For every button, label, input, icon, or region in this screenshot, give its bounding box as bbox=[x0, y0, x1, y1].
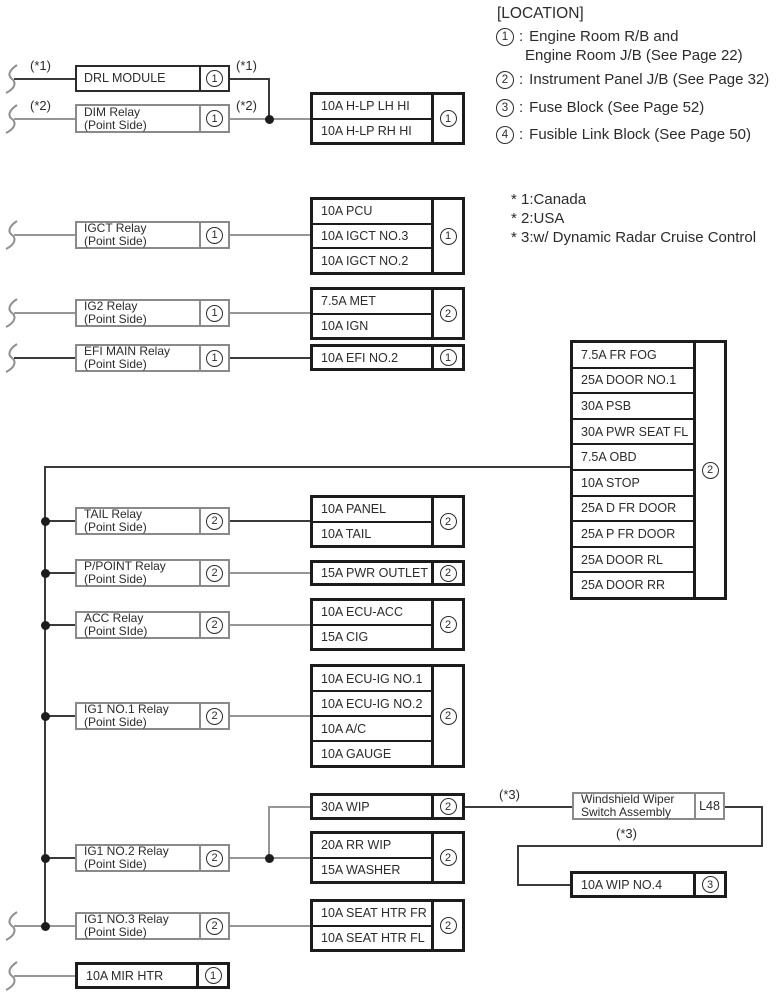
legend-text: Engine Room R/B and bbox=[529, 28, 679, 45]
legend-item bbox=[496, 28, 678, 46]
relay-box-ig2 bbox=[75, 299, 230, 327]
legend-item bbox=[496, 126, 751, 144]
location-badge: 2 bbox=[440, 513, 457, 530]
fuse-label: 30A WIP bbox=[321, 799, 370, 814]
fuse-label: 25A DOOR RL bbox=[581, 552, 663, 567]
fuse-label: 10A IGN bbox=[321, 318, 369, 333]
wire bbox=[761, 806, 763, 847]
relay-sublabel: (Point Side) bbox=[84, 117, 147, 132]
relay-label: P/POINT Relay bbox=[84, 559, 166, 573]
legend-separator: : bbox=[519, 28, 524, 45]
fuse-label: 10A GAUGE bbox=[321, 746, 392, 761]
relay-label: TAIL Relay bbox=[84, 507, 143, 521]
location-badge: 2 bbox=[206, 513, 223, 530]
fuse-label: 7.5A MET bbox=[321, 294, 376, 309]
fuse-block-ecu-ig bbox=[310, 664, 465, 768]
location-badge: 2 bbox=[206, 918, 223, 935]
fuse-block-pwr-outlet bbox=[310, 560, 465, 586]
wire bbox=[14, 234, 75, 236]
fuse-label: 10A ECU-IG NO.1 bbox=[321, 671, 423, 686]
fuse-block-rr-wip-washer bbox=[310, 831, 465, 884]
fuse-label: 10A SEAT HTR FL bbox=[321, 930, 425, 945]
wire bbox=[228, 572, 310, 574]
junction-dot bbox=[41, 517, 50, 526]
legend-item bbox=[496, 99, 704, 117]
fuse-label: 20A RR WIP bbox=[321, 838, 392, 853]
location-badge: 1 bbox=[206, 110, 223, 127]
relay-sublabel: (Point Side) bbox=[84, 312, 147, 326]
relay-label: IG1 NO.1 Relay bbox=[84, 702, 169, 716]
junction-dot bbox=[41, 712, 50, 721]
fuse-label: 15A WASHER bbox=[321, 862, 401, 877]
fuse-label: 10A PCU bbox=[321, 204, 373, 219]
relay-label: EFI MAIN Relay bbox=[84, 344, 171, 358]
fuse-block-panel-tail bbox=[310, 495, 465, 548]
legend-title: [LOCATION] bbox=[497, 5, 584, 22]
legend-item bbox=[496, 71, 769, 89]
relay-box-drl-module bbox=[75, 65, 230, 92]
location-badge: 1 bbox=[206, 227, 223, 244]
fuse-label: 10A ECU-IG NO.2 bbox=[321, 696, 423, 711]
fuse-label: 10A A/C bbox=[321, 721, 367, 736]
relay-label: DIM Relay bbox=[84, 104, 141, 119]
legend-text: Fuse Block (See Page 52) bbox=[529, 99, 705, 116]
relay-sublabel: (Point Side) bbox=[84, 234, 147, 248]
location-badge: 2 bbox=[440, 616, 457, 633]
relay-label: IG2 Relay bbox=[84, 299, 138, 313]
junction-dot bbox=[41, 854, 50, 863]
wire bbox=[725, 806, 763, 808]
wire bbox=[228, 357, 310, 359]
component-box-wiper-switch bbox=[572, 792, 725, 820]
bus-wire bbox=[44, 466, 570, 468]
fuse-label: 25A DOOR NO.1 bbox=[581, 373, 677, 388]
location-badge: 2 bbox=[206, 850, 223, 867]
wire bbox=[228, 312, 310, 314]
fuse-label: 10A H-LP LH HI bbox=[321, 99, 410, 114]
location-badge: 1 bbox=[496, 28, 514, 46]
wire bbox=[228, 715, 310, 717]
connector-code: L48 bbox=[699, 799, 720, 813]
wire bbox=[14, 312, 75, 314]
relay-label: ACC Relay bbox=[84, 611, 144, 625]
fuse-label: 30A PWR SEAT FL bbox=[581, 424, 689, 439]
location-badge: 2 bbox=[440, 917, 457, 934]
legend-separator: : bbox=[519, 126, 524, 143]
location-badge: 3 bbox=[496, 99, 514, 117]
wire bbox=[517, 845, 519, 886]
fuse-label: 30A PSB bbox=[581, 398, 632, 413]
fuse-block-ecu-acc-cig bbox=[310, 598, 465, 651]
relay-box-ig1-no1 bbox=[75, 702, 230, 730]
fuse-label: 15A CIG bbox=[321, 629, 369, 644]
location-badge: 1 bbox=[440, 228, 457, 245]
wire bbox=[228, 78, 270, 80]
location-badge: 2 bbox=[440, 849, 457, 866]
relay-box-tail bbox=[75, 507, 230, 535]
fuse-block-met-ign bbox=[310, 287, 465, 340]
fuse-block-efi-no2 bbox=[310, 344, 465, 371]
wire bbox=[14, 975, 75, 977]
component-sublabel: Switch Assembly bbox=[581, 805, 672, 819]
relay-sublabel: (Point Side) bbox=[84, 715, 147, 729]
wire bbox=[228, 624, 310, 626]
wire bbox=[228, 925, 310, 927]
fuse-label: 10A MIR HTR bbox=[86, 968, 164, 983]
location-badge: 2 bbox=[440, 565, 457, 582]
legend-text: Fusible Link Block (See Page 50) bbox=[529, 126, 751, 143]
location-badge: 1 bbox=[206, 70, 223, 87]
relay-label: IG1 NO.2 Relay bbox=[84, 844, 169, 858]
wire bbox=[14, 118, 75, 120]
variant-label: (*3) bbox=[616, 826, 637, 841]
relay-sublabel: (Point Side) bbox=[84, 572, 147, 586]
fuse-label: 10A WIP NO.4 bbox=[581, 877, 663, 892]
fuse-label: 10A IGCT NO.2 bbox=[321, 253, 409, 268]
location-badge: 2 bbox=[440, 708, 457, 725]
fuse-block-pcu-igct bbox=[310, 197, 465, 275]
fuse-label: 7.5A OBD bbox=[581, 450, 637, 465]
relay-box-igct bbox=[75, 221, 230, 249]
relay-box-dim bbox=[75, 104, 230, 133]
fuse-block-seat-htr bbox=[310, 899, 465, 952]
location-badge: 1 bbox=[440, 349, 457, 366]
relay-box-ppoint bbox=[75, 559, 230, 587]
location-badge: 2 bbox=[206, 565, 223, 582]
location-badge: 1 bbox=[206, 305, 223, 322]
wire bbox=[228, 234, 310, 236]
relay-sublabel: (Point SIde) bbox=[84, 624, 148, 638]
note-usa: * 2:USA bbox=[511, 210, 565, 227]
legend-separator: : bbox=[519, 71, 524, 88]
location-badge: 2 bbox=[206, 617, 223, 634]
location-badge: 2 bbox=[206, 708, 223, 725]
wire bbox=[228, 520, 310, 522]
legend-separator: : bbox=[519, 99, 524, 116]
relay-label: IGCT Relay bbox=[84, 221, 147, 235]
relay-box-efi-main bbox=[75, 344, 230, 372]
location-badge: 1 bbox=[440, 110, 457, 127]
wire bbox=[268, 78, 270, 120]
relay-sublabel: (Point Side) bbox=[84, 357, 147, 371]
fuse-label: 25A D FR DOOR bbox=[581, 501, 677, 516]
relay-sublabel: (Point Side) bbox=[84, 857, 147, 871]
relay-box-acc bbox=[75, 611, 230, 639]
location-badge: 2 bbox=[702, 462, 719, 479]
location-badge: 2 bbox=[440, 798, 457, 815]
fuse-label: 15A PWR OUTLET bbox=[321, 566, 428, 580]
fuse-label: 10A SEAT HTR FR bbox=[321, 906, 427, 921]
location-badge: 2 bbox=[496, 71, 514, 89]
fuse-label: 25A DOOR RR bbox=[581, 578, 666, 593]
junction-dot bbox=[265, 115, 274, 124]
note-radar-cruise: * 3:w/ Dynamic Radar Cruise Control bbox=[511, 229, 757, 246]
relay-box-ig1-no2 bbox=[75, 844, 230, 872]
relay-box-ig1-no3 bbox=[75, 912, 230, 940]
fuse-block-instrument-panel bbox=[570, 340, 727, 600]
fuse-label: 10A IGCT NO.3 bbox=[321, 229, 409, 243]
variant-label: (*1) bbox=[236, 58, 257, 73]
legend-text: Engine Room J/B (See Page 22) bbox=[525, 47, 743, 64]
fuse-label: 10A PANEL bbox=[321, 502, 387, 517]
wire bbox=[517, 884, 571, 886]
fuse-label: 10A H-LP RH HI bbox=[321, 123, 412, 138]
legend-text: Instrument Panel J/B (See Page 32) bbox=[529, 71, 770, 88]
wire bbox=[465, 806, 572, 808]
fuse-label: 10A ECU-ACC bbox=[321, 605, 403, 620]
fuse-block-hlp bbox=[310, 92, 465, 145]
junction-dot bbox=[41, 922, 50, 931]
relay-label: DRL MODULE bbox=[84, 71, 166, 85]
fuse-block-mir-htr bbox=[75, 962, 230, 989]
fuse-label: 7.5A FR FOG bbox=[581, 347, 657, 362]
relay-sublabel: (Point Side) bbox=[84, 520, 147, 534]
variant-label: (*3) bbox=[499, 787, 520, 802]
junction-dot bbox=[265, 854, 274, 863]
variant-label: (*2) bbox=[30, 98, 51, 113]
wire bbox=[268, 806, 270, 859]
fuse-block-wip bbox=[310, 793, 465, 820]
fuse-label: 10A TAIL bbox=[321, 526, 372, 541]
location-badge: 2 bbox=[440, 305, 457, 322]
fuse-label: 10A EFI NO.2 bbox=[321, 350, 399, 365]
variant-label: (*1) bbox=[30, 58, 51, 73]
location-badge: 4 bbox=[496, 126, 514, 144]
location-badge: 3 bbox=[702, 876, 719, 893]
junction-dot bbox=[41, 569, 50, 578]
relay-sublabel: (Point Side) bbox=[84, 925, 147, 939]
fuse-label: 10A STOP bbox=[581, 475, 640, 490]
wire bbox=[268, 806, 310, 808]
fuse-label: 25A P FR DOOR bbox=[581, 526, 676, 541]
relay-label: IG1 NO.3 Relay bbox=[84, 912, 169, 926]
wire bbox=[517, 845, 763, 847]
fuse-block-wip-no4 bbox=[570, 871, 727, 898]
junction-dot bbox=[41, 621, 50, 630]
variant-label: (*2) bbox=[236, 98, 257, 113]
wire bbox=[14, 78, 75, 80]
note-canada: * 1:Canada bbox=[511, 191, 587, 208]
location-badge: 1 bbox=[205, 967, 222, 984]
location-badge: 1 bbox=[206, 350, 223, 367]
component-label: Windshield Wiper bbox=[581, 792, 675, 806]
wire bbox=[14, 357, 75, 359]
